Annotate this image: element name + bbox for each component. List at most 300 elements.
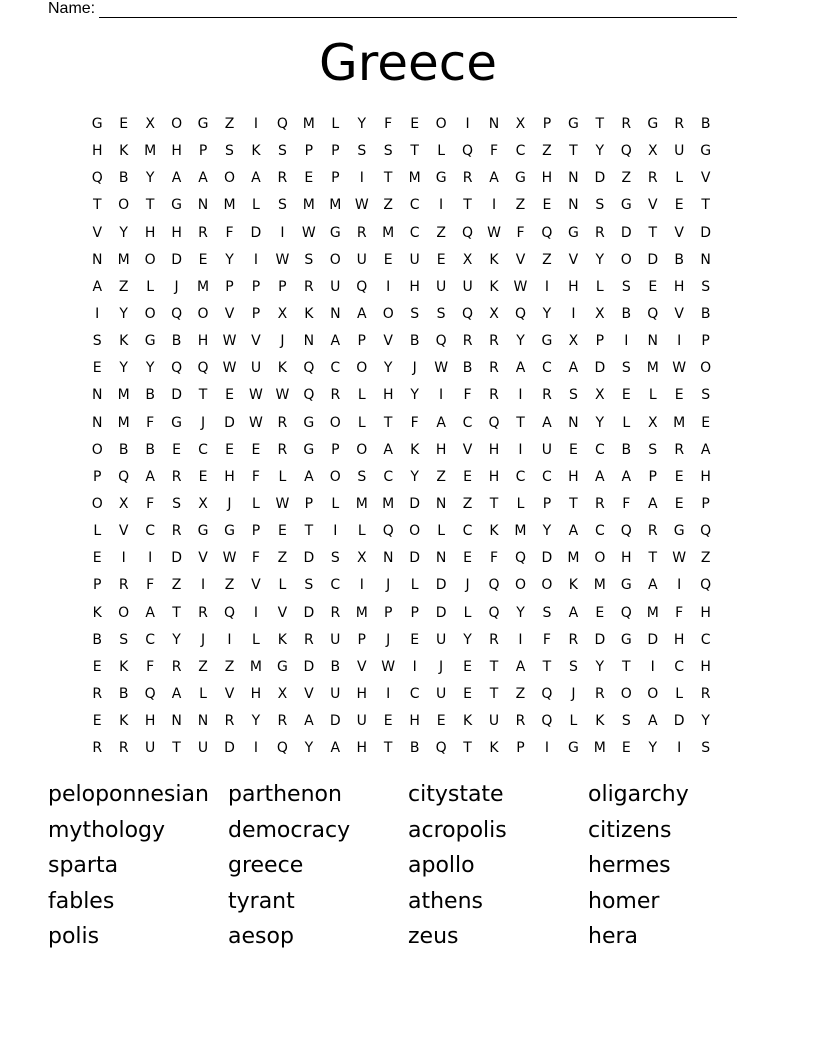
grid-letter: R bbox=[647, 170, 658, 187]
grid-letter: G bbox=[91, 116, 103, 132]
grid-letter: M bbox=[117, 251, 130, 268]
grid-letter: F bbox=[622, 495, 631, 512]
grid-letter: O bbox=[594, 550, 606, 567]
grid-letter: E bbox=[119, 116, 129, 132]
grid-letter: P bbox=[331, 441, 340, 458]
grid-letter: M bbox=[117, 414, 130, 431]
grid-letter: B bbox=[700, 116, 711, 132]
grid-letter: X bbox=[595, 387, 605, 404]
grid-letter: B bbox=[674, 251, 684, 268]
grid-letter: A bbox=[304, 713, 314, 730]
grid-letter: M bbox=[567, 550, 580, 567]
grid-letter: X bbox=[277, 685, 288, 702]
grid-letter: U bbox=[435, 631, 447, 648]
grid-row bbox=[84, 629, 719, 656]
grid-letter: R bbox=[330, 387, 341, 404]
grid-letter: L bbox=[357, 387, 366, 404]
grid-letter: P bbox=[648, 468, 657, 485]
grid-letter: E bbox=[225, 441, 234, 458]
grid-letter: H bbox=[700, 658, 711, 675]
grid-letter: M bbox=[593, 577, 606, 594]
grid-letter: Q bbox=[382, 523, 394, 540]
grid-letter: E bbox=[225, 387, 234, 404]
grid-letter: O bbox=[144, 251, 156, 268]
grid-letter: R bbox=[198, 604, 208, 621]
grid-letter: N bbox=[435, 550, 447, 567]
grid-letter: J bbox=[174, 278, 179, 295]
grid-letter: S bbox=[568, 387, 578, 404]
grid-letter: H bbox=[673, 278, 685, 295]
grid-letter: K bbox=[119, 333, 129, 350]
grid-row bbox=[84, 303, 719, 330]
grid-letter: L bbox=[331, 495, 340, 512]
grid-letter: L bbox=[278, 577, 287, 594]
grid-letter: R bbox=[489, 360, 499, 377]
grid-letter: I bbox=[544, 740, 549, 757]
grid-letter: Y bbox=[383, 360, 393, 377]
grid-letter: V bbox=[462, 441, 473, 458]
grid-letter: S bbox=[701, 740, 711, 757]
grid-letter: P bbox=[198, 143, 208, 160]
grid-row bbox=[84, 493, 719, 520]
grid-letter: D bbox=[329, 713, 341, 730]
grid-letter: S bbox=[648, 441, 658, 458]
grid-letter: F bbox=[251, 468, 260, 485]
grid-letter: Q bbox=[223, 604, 235, 621]
grid-letter: T bbox=[622, 658, 631, 675]
grid-letter: M bbox=[302, 197, 315, 214]
name-field-line bbox=[48, 0, 737, 18]
grid-letter: U bbox=[330, 278, 341, 295]
grid-letter: O bbox=[171, 116, 183, 132]
grid-letter: V bbox=[647, 197, 658, 214]
grid-row bbox=[84, 439, 719, 466]
grid-letter: V bbox=[674, 224, 684, 241]
grid-letter: W bbox=[249, 414, 263, 431]
grid-letter: S bbox=[304, 251, 314, 268]
grid-letter: V bbox=[568, 251, 579, 268]
grid-letter: A bbox=[542, 414, 552, 431]
grid-letter: H bbox=[91, 143, 103, 160]
grid-letter: T bbox=[172, 740, 181, 757]
grid-letter: G bbox=[435, 170, 447, 187]
grid-letter: N bbox=[330, 305, 341, 322]
grid-letter: Z bbox=[436, 468, 446, 485]
grid-letter: S bbox=[621, 713, 631, 730]
grid-letter: J bbox=[439, 658, 444, 675]
grid-letter: I bbox=[148, 550, 153, 567]
grid-letter: E bbox=[463, 685, 472, 702]
grid-letter: F bbox=[146, 495, 155, 512]
grid-letter: I bbox=[439, 197, 444, 214]
grid-letter: K bbox=[489, 251, 499, 268]
word-bank-item: hera bbox=[588, 924, 639, 949]
grid-letter: E bbox=[92, 658, 102, 675]
grid-letter: C bbox=[515, 143, 526, 160]
grid-letter: K bbox=[251, 143, 261, 160]
grid-letter: G bbox=[197, 116, 209, 132]
grid-letter: P bbox=[357, 631, 366, 648]
grid-letter: D bbox=[647, 251, 659, 268]
grid-letter: O bbox=[620, 251, 632, 268]
grid-letter: L bbox=[410, 577, 419, 594]
grid-letter: V bbox=[224, 305, 235, 322]
grid-letter: D bbox=[224, 414, 235, 431]
grid-letter: X bbox=[118, 495, 129, 512]
grid-letter: R bbox=[489, 387, 499, 404]
grid-letter: D bbox=[171, 550, 182, 567]
grid-letter: R bbox=[594, 224, 605, 241]
grid-letter: Q bbox=[541, 685, 553, 702]
grid-letter: A bbox=[171, 685, 182, 702]
grid-letter: H bbox=[171, 224, 182, 241]
grid-letter: Q bbox=[514, 305, 526, 322]
grid-letter: I bbox=[227, 631, 232, 648]
grid-letter: E bbox=[463, 658, 472, 675]
grid-letter: L bbox=[675, 170, 684, 187]
grid-letter: C bbox=[330, 360, 341, 377]
word-bank-item: aesop bbox=[228, 924, 294, 949]
grid-letter: A bbox=[621, 468, 632, 485]
grid-letter: G bbox=[647, 116, 659, 132]
grid-letter: Q bbox=[276, 740, 288, 757]
grid-letter: A bbox=[647, 577, 658, 594]
word-bank-item: citizens bbox=[588, 817, 672, 843]
grid-letter: E bbox=[674, 468, 684, 485]
grid-letter: A bbox=[198, 170, 208, 187]
grid-letter: F bbox=[251, 550, 260, 567]
grid-letter: D bbox=[435, 577, 447, 594]
grid-letter: A bbox=[595, 468, 605, 485]
grid-letter: U bbox=[541, 441, 553, 458]
grid-letter: K bbox=[410, 441, 420, 458]
grid-letter: Y bbox=[357, 116, 367, 132]
grid-letter: E bbox=[674, 197, 684, 214]
grid-letter: C bbox=[330, 577, 341, 594]
grid-letter: O bbox=[329, 468, 341, 485]
grid-letter: T bbox=[648, 224, 658, 241]
grid-letter: U bbox=[356, 251, 367, 268]
grid-letter: B bbox=[171, 333, 182, 350]
grid-letter: Q bbox=[541, 713, 553, 730]
grid-letter: W bbox=[513, 278, 528, 295]
grid-row bbox=[84, 167, 719, 194]
grid-letter: O bbox=[382, 305, 394, 322]
grid-letter: A bbox=[436, 414, 446, 431]
word-bank-item: fables bbox=[48, 888, 115, 914]
grid-letter: E bbox=[410, 631, 420, 648]
grid-letter: H bbox=[144, 224, 156, 241]
grid-letter: B bbox=[409, 333, 420, 350]
grid-letter: Q bbox=[144, 685, 156, 702]
grid-letter: R bbox=[277, 441, 288, 458]
grid-letter: Q bbox=[197, 360, 209, 377]
grid-letter: B bbox=[330, 658, 341, 675]
grid-letter: P bbox=[595, 333, 605, 350]
grid-letter: Z bbox=[224, 577, 235, 594]
grid-letter: K bbox=[119, 713, 129, 730]
grid-letter: C bbox=[594, 523, 605, 540]
grid-letter: R bbox=[330, 604, 341, 621]
grid-letter: T bbox=[595, 116, 605, 132]
grid-row bbox=[84, 574, 719, 601]
grid-letter: A bbox=[251, 170, 261, 187]
grid-letter: Q bbox=[700, 577, 712, 594]
grid-letter: N bbox=[91, 414, 103, 431]
grid-letter: A bbox=[700, 441, 711, 458]
grid-letter: W bbox=[249, 387, 263, 404]
grid-row bbox=[84, 710, 719, 737]
grid-letter: R bbox=[277, 713, 288, 730]
grid-letter: A bbox=[515, 360, 526, 377]
grid-letter: M bbox=[382, 495, 395, 512]
grid-letter: X bbox=[647, 414, 658, 431]
grid-letter: M bbox=[355, 495, 368, 512]
grid-letter: R bbox=[356, 224, 367, 241]
grid-letter: V bbox=[277, 604, 288, 621]
grid-letter: Y bbox=[410, 468, 419, 485]
grid-letter: Q bbox=[171, 305, 183, 322]
grid-letter: M bbox=[646, 360, 659, 377]
grid-letter: W bbox=[672, 360, 687, 377]
grid-letter: C bbox=[594, 441, 605, 458]
grid-letter: J bbox=[465, 577, 470, 594]
grid-letter: E bbox=[436, 713, 446, 730]
grid-letter: P bbox=[304, 143, 314, 160]
grid-letter: R bbox=[462, 333, 473, 350]
grid-letter: P bbox=[278, 278, 287, 295]
grid-letter: R bbox=[674, 441, 685, 458]
word-bank-item: sparta bbox=[48, 853, 119, 878]
grid-letter: P bbox=[331, 143, 340, 160]
grid-letter: I bbox=[544, 278, 549, 295]
grid-letter: Z bbox=[198, 658, 208, 675]
name-label: Name: bbox=[48, 0, 96, 17]
grid-letter: N bbox=[647, 333, 658, 350]
word-bank-item: acropolis bbox=[408, 817, 507, 843]
grid-letter: F bbox=[542, 631, 551, 648]
grid-letter: I bbox=[253, 251, 259, 268]
grid-letter: D bbox=[303, 604, 315, 621]
grid-letter: Y bbox=[648, 740, 658, 757]
grid-letter: T bbox=[304, 523, 314, 540]
grid-letter: A bbox=[92, 278, 103, 295]
grid-letter: I bbox=[650, 658, 655, 675]
grid-letter: N bbox=[171, 713, 182, 730]
grid-letter: K bbox=[489, 278, 499, 295]
grid-letter: K bbox=[277, 631, 287, 648]
grid-letter: F bbox=[410, 414, 419, 431]
grid-letter: A bbox=[145, 468, 155, 485]
grid-letter: M bbox=[249, 658, 262, 675]
grid-letter: M bbox=[355, 604, 368, 621]
word-bank-item: tyrant bbox=[228, 888, 295, 914]
grid-letter: I bbox=[518, 387, 523, 404]
grid-letter: Q bbox=[118, 468, 130, 485]
grid-row bbox=[84, 330, 719, 357]
grid-letter: E bbox=[198, 468, 208, 485]
grid-letter: H bbox=[382, 387, 394, 404]
grid-letter: F bbox=[489, 143, 499, 160]
grid-letter: H bbox=[621, 550, 632, 567]
grid-letter: Z bbox=[462, 495, 473, 512]
grid-letter: E bbox=[383, 251, 393, 268]
word-bank-item: citystate bbox=[408, 782, 504, 807]
grid-letter: F bbox=[463, 387, 472, 404]
grid-letter: S bbox=[172, 495, 182, 512]
grid-letter: H bbox=[197, 333, 209, 350]
grid-letter: S bbox=[621, 278, 631, 295]
grid-letter: A bbox=[647, 495, 658, 512]
grid-letter: G bbox=[144, 333, 156, 350]
grid-letter: M bbox=[593, 740, 606, 757]
grid-letter: P bbox=[701, 333, 710, 350]
word-bank-item: apollo bbox=[408, 853, 475, 878]
grid-letter: Z bbox=[383, 197, 393, 214]
grid-letter: I bbox=[253, 604, 259, 621]
grid-letter: I bbox=[253, 116, 259, 132]
grid-letter: L bbox=[331, 116, 340, 132]
grid-letter: F bbox=[675, 604, 684, 621]
grid-letter: Y bbox=[145, 360, 155, 377]
grid-letter: P bbox=[304, 495, 314, 512]
grid-letter: V bbox=[118, 523, 129, 540]
grid-letter: A bbox=[568, 523, 579, 540]
grid-letter: Q bbox=[514, 550, 526, 567]
grid-letter: N bbox=[568, 170, 579, 187]
grid-letter: V bbox=[515, 251, 526, 268]
grid-letter: Y bbox=[145, 170, 155, 187]
word-bank-item: athens bbox=[408, 888, 483, 914]
grid-letter: J bbox=[386, 631, 391, 648]
grid-letter: S bbox=[92, 333, 102, 350]
grid-letter: F bbox=[516, 224, 525, 241]
grid-letter: N bbox=[568, 414, 579, 431]
grid-letter: O bbox=[329, 414, 341, 431]
grid-letter: V bbox=[92, 224, 103, 241]
grid-letter: D bbox=[541, 550, 553, 567]
grid-row bbox=[84, 384, 719, 411]
grid-letter: J bbox=[227, 495, 232, 512]
grid-letter: I bbox=[280, 224, 285, 241]
grid-letter: S bbox=[330, 550, 340, 567]
grid-letter: F bbox=[146, 658, 155, 675]
grid-letter: R bbox=[171, 658, 182, 675]
grid-letter: K bbox=[462, 713, 473, 730]
grid-letter: C bbox=[462, 414, 473, 431]
grid-letter: U bbox=[330, 631, 341, 648]
grid-letter: P bbox=[93, 577, 102, 594]
grid-letter: B bbox=[92, 631, 103, 648]
grid-letter: T bbox=[489, 658, 499, 675]
grid-letter: G bbox=[171, 197, 183, 214]
grid-letter: O bbox=[144, 305, 156, 322]
grid-letter: P bbox=[251, 278, 261, 295]
grid-letter: Y bbox=[595, 251, 605, 268]
grid-letter: T bbox=[463, 197, 472, 214]
grid-letter: H bbox=[409, 278, 420, 295]
grid-letter: H bbox=[568, 278, 579, 295]
grid-letter: D bbox=[303, 658, 315, 675]
grid-letter: S bbox=[621, 360, 631, 377]
grid-letter: Q bbox=[620, 523, 632, 540]
grid-letter: Q bbox=[488, 414, 500, 431]
grid-letter: T bbox=[542, 658, 552, 675]
grid-letter: L bbox=[595, 278, 604, 295]
grid-letter: I bbox=[571, 305, 576, 322]
grid-letter: W bbox=[672, 550, 687, 567]
grid-letter: J bbox=[200, 414, 206, 431]
grid-letter: K bbox=[119, 658, 129, 675]
grid-letter: T bbox=[569, 143, 578, 160]
grid-letter: R bbox=[674, 116, 685, 132]
grid-letter: N bbox=[303, 333, 315, 350]
grid-letter: L bbox=[278, 468, 287, 485]
grid-letter: Z bbox=[436, 224, 446, 241]
grid-letter: U bbox=[197, 740, 209, 757]
word-bank-item: mythology bbox=[48, 817, 166, 843]
grid-letter: Y bbox=[701, 713, 710, 730]
grid-letter: P bbox=[251, 305, 261, 322]
grid-letter: U bbox=[462, 278, 473, 295]
grid-letter: G bbox=[673, 523, 685, 540]
grid-letter: I bbox=[412, 658, 417, 675]
grid-letter: L bbox=[252, 197, 260, 214]
grid-letter: S bbox=[568, 658, 578, 675]
grid-letter: E bbox=[595, 604, 605, 621]
grid-letter: N bbox=[91, 251, 103, 268]
grid-letter: N bbox=[382, 550, 394, 567]
grid-letter: F bbox=[146, 414, 155, 431]
grid-letter: Y bbox=[516, 604, 525, 621]
grid-letter: G bbox=[303, 414, 315, 431]
grid-letter: R bbox=[489, 631, 499, 648]
grid-letter: L bbox=[463, 604, 472, 621]
grid-letter: I bbox=[359, 170, 364, 187]
grid-letter: X bbox=[145, 116, 155, 132]
grid-letter: I bbox=[677, 577, 682, 594]
grid-letter: T bbox=[410, 143, 419, 160]
grid-letter: A bbox=[383, 441, 393, 458]
grid-letter: R bbox=[700, 685, 711, 702]
grid-letter: O bbox=[356, 441, 368, 458]
letter-grid bbox=[84, 113, 719, 764]
grid-letter: U bbox=[435, 685, 447, 702]
grid-letter: R bbox=[171, 468, 182, 485]
page-title: Greece bbox=[319, 34, 497, 92]
grid-letter: C bbox=[409, 197, 420, 214]
grid-letter: Y bbox=[119, 360, 128, 377]
grid-letter: D bbox=[647, 631, 659, 648]
grid-letter: D bbox=[435, 604, 447, 621]
grid-letter: V bbox=[700, 170, 711, 187]
grid-letter: W bbox=[222, 360, 237, 377]
grid-letter: N bbox=[197, 713, 209, 730]
grid-letter: G bbox=[197, 523, 209, 540]
grid-letter: K bbox=[304, 305, 314, 322]
grid-letter: M bbox=[144, 143, 157, 160]
grid-letter: K bbox=[489, 740, 499, 757]
grid-letter: V bbox=[674, 305, 684, 322]
grid-letter: I bbox=[333, 523, 338, 540]
grid-letter: S bbox=[542, 604, 552, 621]
grid-letter: J bbox=[386, 577, 391, 594]
grid-letter: M bbox=[196, 278, 210, 295]
grid-letter: O bbox=[620, 685, 632, 702]
grid-letter: J bbox=[200, 631, 206, 648]
grid-letter: E bbox=[383, 713, 393, 730]
grid-letter: G bbox=[620, 631, 632, 648]
